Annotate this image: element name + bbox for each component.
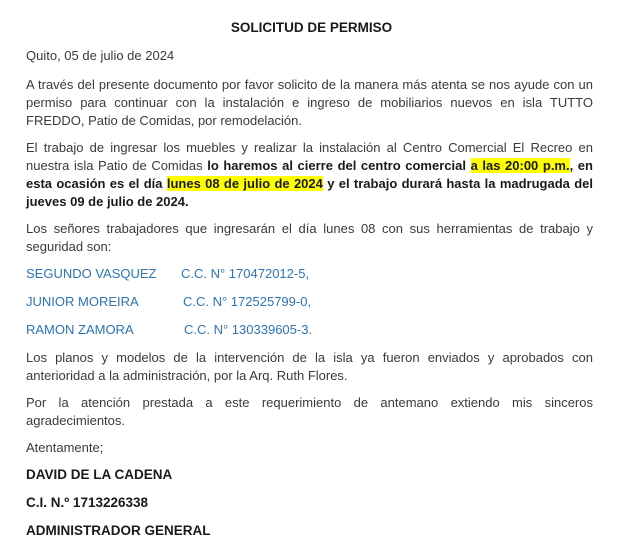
worker-id: C.C. N° 170472012-5, [181, 266, 310, 281]
signatory-id: C.I. N.º 1713226338 [26, 495, 149, 510]
schedule-intro-text: El trabajo de ingresar los muebles y realizar la instalación al Centro Comercial El Recreo en nuestra isla Patio de Comidas [26, 140, 593, 173]
highlighted-date: lunes 08 de julio de 2024 [166, 176, 323, 191]
worker-id: C.C. N° 172525799-0, [183, 294, 312, 309]
worker-row [26, 265, 593, 283]
closing-line: Atentamente; [26, 440, 104, 455]
worker-name: JUNIOR MOREIRA [26, 294, 139, 309]
worker-row [26, 293, 593, 311]
date-line: Quito, 05 de julio de 2024 [26, 48, 175, 63]
paragraph-plans: Los planos y modelos de la intervención de la isla ya fueron enviados y aprobados con anterioridad a la administración, por la Arq. Ruth Flores. [26, 350, 593, 383]
paragraph-request: A través del presente documento por favor solicito de la manera más atenta se nos ayude con un permiso para continuar con la instalación e ingreso de mobiliarios nuevos en isla TUTTO FREDDO, Patio de Comidas, por remodelación. [26, 77, 593, 128]
document-title: SOLICITUD DE PERMISO [230, 20, 393, 35]
paragraph-thanks: Por la atención prestada a este requerimiento de antemano extiendo mis sinceros agradecimientos. [26, 395, 593, 428]
worker-id: C.C. N° 130339605-3. [184, 322, 313, 337]
signatory-name: DAVID DE LA CADENA [26, 467, 173, 482]
signatory-role: ADMINISTRADOR GENERAL [26, 523, 211, 538]
schedule-bold-text-2: , en esta ocasión es el día [26, 158, 593, 191]
highlighted-time: a las 20:00 p.m. [470, 158, 570, 173]
worker-name: RAMON ZAMORA [26, 322, 134, 337]
paragraph-schedule [26, 139, 593, 211]
paragraph-workers-intro: Los señores trabajadores que ingresarán el día lunes 08 con sus herramientas de trabajo y seguridad son: [26, 221, 593, 254]
worker-name: SEGUNDO VASQUEZ [26, 266, 157, 281]
schedule-bold-text-3: y el trabajo durará hasta la madrugada del jueves 09 de julio de 2024. [26, 176, 593, 209]
schedule-bold-text: lo haremos al cierre del centro comercial [207, 158, 471, 173]
worker-row [26, 321, 593, 339]
